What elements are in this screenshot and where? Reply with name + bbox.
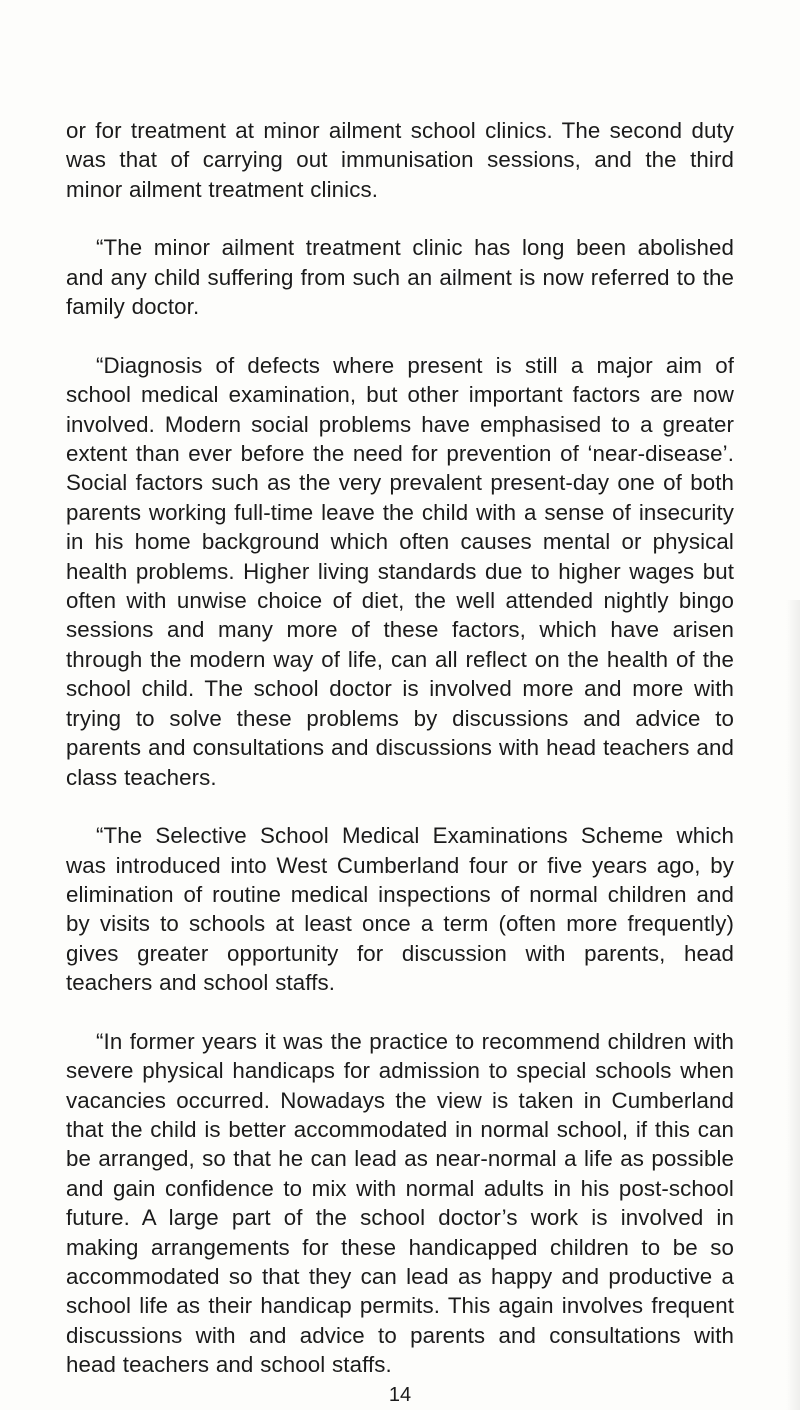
paragraph-minor-ailment: “The minor ailment treatment clinic has long been abolished and any child suffering from such an ailment is now referred to the family doctor. [66, 235, 734, 320]
page-number: 14 [388, 1384, 412, 1406]
page-edge-shadow [786, 600, 800, 1410]
body-text [66, 116, 734, 1409]
paragraph-handicaps: “In former years it was the practice to recommend children with severe physical handicaps for admission to special schools when vacancies occurred. Nowadays the view is taken in Cumberland that the child is better accommodated in normal school, if this can be arranged, so that he can lead as near-normal a life as possible and gain confidence to mix with normal adults in his post-school future. A large part of the school doctor’s work is involved in making arrangements for these handicapped children to be so accommodated so that they can lead as happy and productive a school life as their handicap permits. This again involves frequent discussions with and advice to parents and consultations with head teachers and school staffs. [66, 1028, 734, 1378]
paragraph-diagnosis: “Diagnosis of defects where present is still a major aim of school medical examination, but other important factors are now involved. Modern social problems have emphasised to a greater extent than ever before the need for prevention of ‘near-disease’. Social factors such as the very prevalent present-day one of both parents working full-time leave the child with a sense of insecurity in his home background which often causes mental or physical health problems. Higher living standards due to higher wages but often with unwise choice of diet, the well attended nightly bingo sessions and many more of these factors, which have arisen through the modern way of life, can all reflect on the health of the school child. The school doctor is involved more and more with trying to solve these problems by discussions and advice to parents and consultations and discussions with head teachers and class teachers. [66, 352, 734, 790]
paragraph-selective-scheme: “The Selective School Medical Examinations Scheme which was introduced into West Cumberland four or five years ago, by elimination of routine medical inspections of normal children and by visits to schools at least once a term (often more frequently) gives greater opportunity for discussion with parents, head teachers and school staffs. [66, 823, 734, 996]
paragraph-continuation: or for treatment at minor ailment school clinics. The second duty was that of carrying out immunisation sessions, and the third minor ailment treatment clinics. [66, 118, 734, 202]
